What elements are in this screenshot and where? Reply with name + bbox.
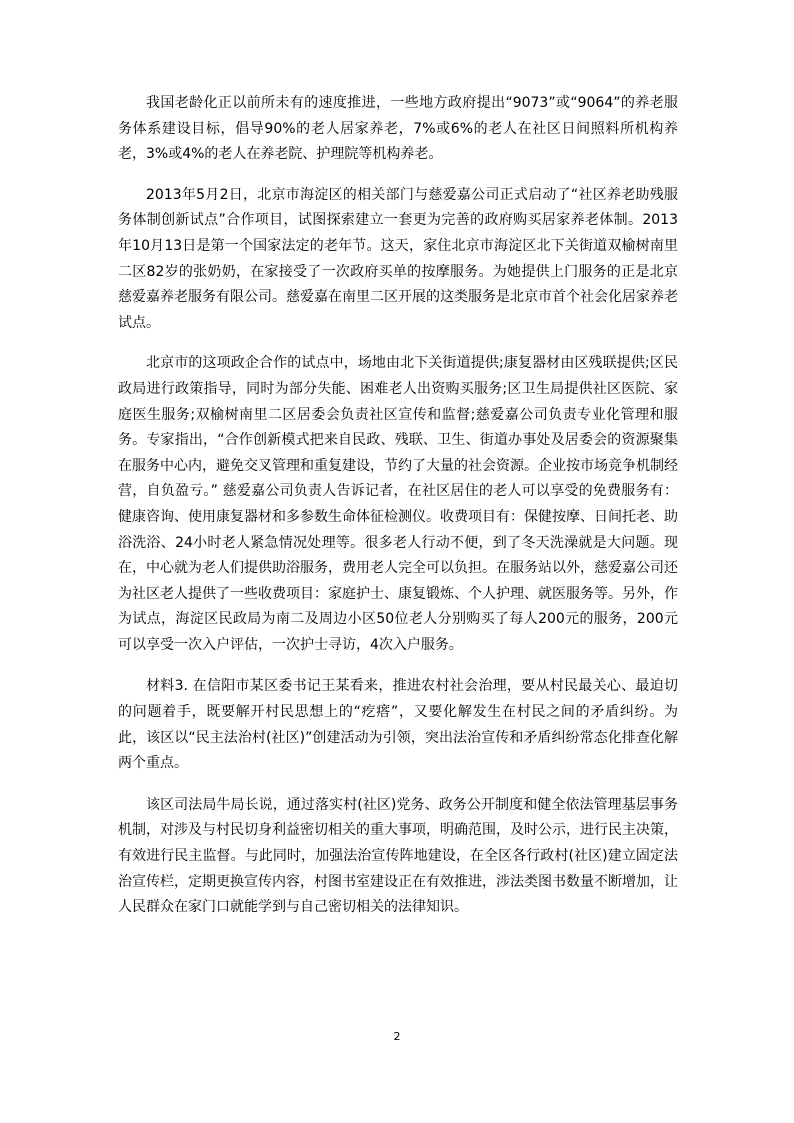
paragraph-justice-bureau: 该区司法局牛局长说，通过落实村(社区)党务、政务公开制度和健全依法管理基层事务机制，对涉及与村民切身利益密切相关的重大事项，明确范围，及时公示，进行民主决策，有效进行民主监督。与此同时，加强法治宣传阵地建设，在全区各行政村(社区)建立固定法治宣传栏，定期更换宣传内容，村图书室建设正在有效推进，涉法类图书数量不断增加，让人民群众在家门口就能学到与自己密切相关的法律知识。 — [118, 796, 678, 916]
paragraph-haidian-pilot: 2013年5月2日，北京市海淀区的相关部门与慈爱嘉公司正式启动了“社区养老助残服务体制创新试点”合作项目，试图探索建立一套更为完善的政府购买居家养老体制。2013年10月13日是第一个国家法定的老年节。这天，家住北京市海淀区北下关街道双榆树南里二区82岁的张奶奶，在家接受了一次政府买单的按摩服务。为她提供上门服务的正是北京慈爱嘉养老服务有限公司。慈爱嘉在南里二区开展的这类服务是北京市首个社会化居家养老试点。 — [118, 186, 678, 331]
paragraph-material-3: 材料3. 在信阳市某区委书记王某看来，推进农村社会治理，要从村民最关心、最迫切的问题着手，既要解开村民思想上的“疙瘩”，又要化解发生在村民之间的矛盾纠纷。为此，该区以“民主法治村(社区)”创建活动为引领，突出法治宣传和矛盾纠纷常态化排查化解两个重点。 — [118, 678, 678, 772]
paragraph-aging-targets: 我国老龄化正以前所未有的速度推进，一些地方政府提出“9073”或“9064”的养老服务体系建设目标，倡导90%的老人居家养老，7%或6%的老人在社区日间照料所机构养老，3%或4%的老人在养老院、护理院等机构养老。 — [118, 95, 678, 163]
paragraph-cooperation-model: 北京市的这项政企合作的试点中，场地由北下关街道提供;康复器材由区残联提供;区民政局进行政策指导，同时为部分失能、困难老人出资购买服务;区卫生局提供社区医院、家庭医生服务;双榆树南里二区居委会负责社区宣传和监督;慈爱嘉公司负责专业化管理和服务。专家指出，“合作创新模式把来自民政、残联、卫生、街道办事处及居委会的资源聚集在服务中心内，避免交叉管理和重复建设，节约了大量的社会资源。企业按市场竞争机制经营，自负盈亏。” 慈爱嘉公司负责人告诉记者，在社区居住的老人可以享受的免费服务有：健康咨询、使用康复器材和多参数生命体征检测仪。收费项目有：保健按摩、日间托老、助浴洗浴、24小时老人紧急情况处理等。很多老人行动不便，到了冬天洗澡就是大问题。现在，中心就为老人们提供助浴服务，费用老人完全可以负担。在服务站以外，慈爱嘉公司还为社区老人提供了一些收费项目：家庭护士、康复锻炼、个人护理、就医服务等。另外，作为试点，海淀区民政局为南二及周边小区50位老人分别购买了每人200元的服务，200元可以享受一次入户评估，一次护士寻访，4次入户服务。 — [118, 355, 678, 653]
document-body — [118, 91, 678, 921]
page-number: 2 — [393, 1030, 401, 1043]
